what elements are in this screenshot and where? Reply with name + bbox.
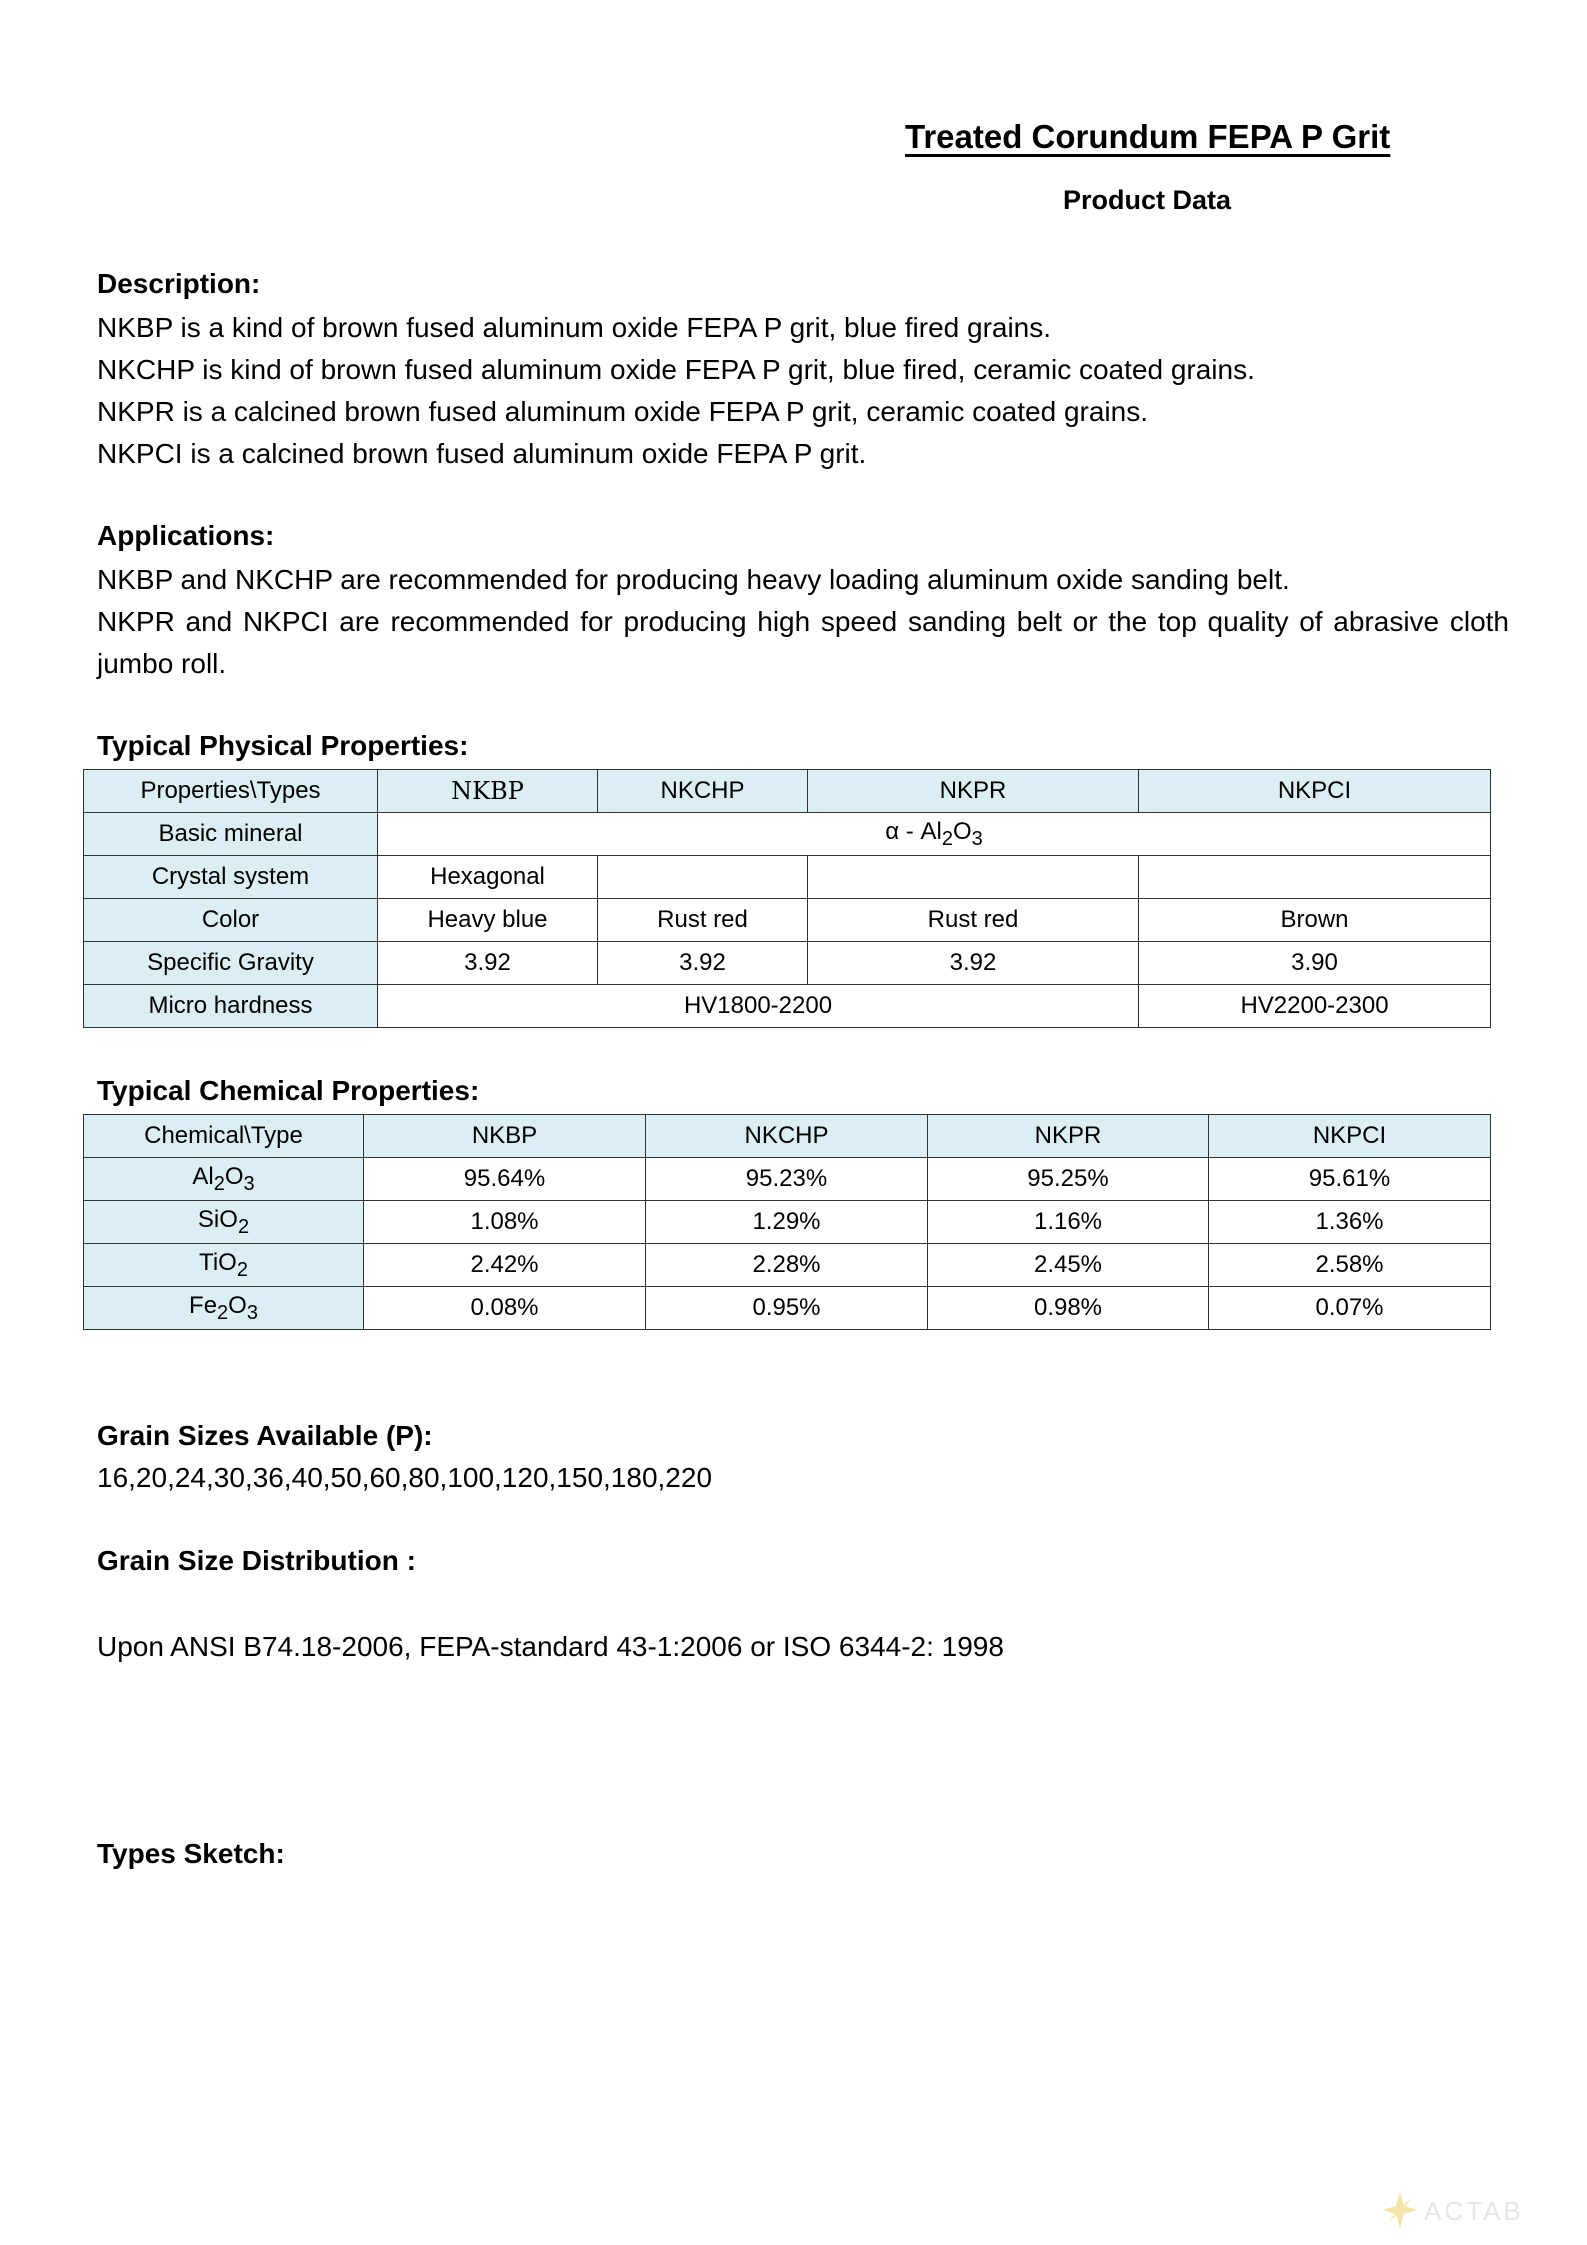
- header-cell: Properties\Types: [84, 770, 378, 813]
- table-cell: 95.61%: [1209, 1158, 1491, 1201]
- row-label: [84, 1201, 364, 1244]
- header-cell: NKBP: [378, 770, 598, 813]
- watermark-logo: [1380, 2190, 1560, 2230]
- table-cell: Rust red: [598, 899, 808, 942]
- formula-subscript: 2: [941, 827, 953, 850]
- table-cell: 2.42%: [364, 1244, 646, 1287]
- applications-line: NKBP and NKCHP are recommended for producing heavy loading aluminum oxide sanding belt.: [97, 564, 1290, 595]
- grain-distribution-heading: Grain Size Distribution :: [97, 1545, 416, 1576]
- row-label: [84, 1244, 364, 1287]
- header-cell: NKPCI: [1209, 1115, 1491, 1158]
- row-label: Basic mineral: [84, 813, 378, 856]
- table-row: [84, 1201, 1491, 1244]
- formula-text: O: [228, 1291, 247, 1319]
- formula-subscript: 2: [217, 1301, 229, 1324]
- table-cell: 2.58%: [1209, 1244, 1491, 1287]
- formula-subscript: 2: [237, 1215, 250, 1238]
- table-cell: 0.98%: [928, 1287, 1209, 1330]
- physical-properties-heading: Typical Physical Properties:: [97, 730, 469, 761]
- table-row: [84, 1287, 1491, 1330]
- formula-subscript: 3: [243, 1172, 255, 1195]
- table-row: [84, 942, 1491, 985]
- formula-text: O: [224, 1162, 244, 1190]
- table-cell: [808, 856, 1139, 899]
- grain-sizes-value: 16,20,24,30,36,40,50,60,80,100,120,150,180,220: [97, 1462, 713, 1493]
- description-line: NKPR is a calcined brown fused aluminum oxide FEPA P grit, ceramic coated grains.: [97, 396, 1148, 427]
- formula-text: SiO: [197, 1205, 238, 1233]
- description-line: NKPCI is a calcined brown fused aluminum oxide FEPA P grit.: [97, 438, 867, 469]
- table-cell: 3.92: [378, 942, 598, 985]
- row-label: Specific Gravity: [84, 942, 378, 985]
- watermark-star-icon: [1380, 2190, 1560, 2230]
- table-cell: [1139, 856, 1491, 899]
- table-cell: 1.08%: [364, 1201, 646, 1244]
- table-cell: Heavy blue: [378, 899, 598, 942]
- formula-text: Fe: [189, 1291, 218, 1319]
- formula-subscript: 3: [246, 1301, 258, 1324]
- basic-mineral-value: [378, 813, 1491, 856]
- table-cell: 1.29%: [646, 1201, 928, 1244]
- row-label: Color: [84, 899, 378, 942]
- table-row: [84, 856, 1491, 899]
- table-cell: 95.64%: [364, 1158, 646, 1201]
- header-cell: NKPCI: [1139, 770, 1491, 813]
- row-label: Crystal system: [84, 856, 378, 899]
- row-label: Micro hardness: [84, 985, 378, 1028]
- header-cell: Chemical\Type: [84, 1115, 364, 1158]
- applications-heading: Applications:: [97, 520, 275, 551]
- table-cell: Hexagonal: [378, 856, 598, 899]
- table-header-row: [84, 770, 1491, 813]
- table-cell: 95.25%: [928, 1158, 1209, 1201]
- table-cell: 3.92: [808, 942, 1139, 985]
- table-cell: Rust red: [808, 899, 1139, 942]
- formula-text: TiO: [199, 1248, 237, 1276]
- formula-subscript: 2: [213, 1172, 225, 1195]
- row-label: [84, 1287, 364, 1330]
- table-row: [84, 899, 1491, 942]
- header-cell: NKCHP: [646, 1115, 928, 1158]
- table-header-row: [84, 1115, 1491, 1158]
- formula-text: O: [952, 817, 972, 845]
- table-cell: 95.23%: [646, 1158, 928, 1201]
- table-cell: 3.90: [1139, 942, 1491, 985]
- chemical-properties-table: [83, 1114, 1491, 1330]
- description-line: NKCHP is kind of brown fused aluminum oxide FEPA P grit, blue fired, ceramic coated grains.: [97, 354, 1255, 385]
- header-cell: NKPR: [928, 1115, 1209, 1158]
- table-cell: [598, 856, 808, 899]
- formula-subscript: 3: [971, 827, 983, 850]
- table-cell: 2.45%: [928, 1244, 1209, 1287]
- header-cell: NKCHP: [598, 770, 808, 813]
- table-row: [84, 985, 1491, 1028]
- table-cell: 1.36%: [1209, 1201, 1491, 1244]
- table-row: [84, 813, 1491, 856]
- description-heading: Description:: [97, 268, 261, 299]
- table-cell: HV1800-2200: [378, 985, 1139, 1028]
- table-cell: 0.95%: [646, 1287, 928, 1330]
- grain-sizes-heading: Grain Sizes Available (P):: [97, 1420, 433, 1451]
- formula-text: Al: [192, 1162, 214, 1190]
- physical-properties-table: [83, 769, 1491, 1028]
- table-cell: 0.07%: [1209, 1287, 1491, 1330]
- formula-subscript: 2: [236, 1258, 248, 1281]
- types-sketch-heading: Types Sketch:: [97, 1838, 285, 1869]
- row-label: [84, 1158, 364, 1201]
- table-cell: Brown: [1139, 899, 1491, 942]
- table-cell: 2.28%: [646, 1244, 928, 1287]
- page-subtitle: Product Data: [1063, 185, 1232, 215]
- header-cell: NKBP: [364, 1115, 646, 1158]
- table-row: [84, 1158, 1491, 1201]
- table-cell: 0.08%: [364, 1287, 646, 1330]
- chemical-properties-heading: Typical Chemical Properties:: [97, 1075, 480, 1106]
- page-title: Treated Corundum FEPA P Grit: [905, 118, 1391, 155]
- table-cell: 1.16%: [928, 1201, 1209, 1244]
- applications-line: NKPR and NKPCI are recommended for producing high speed sanding belt or the top quality of abrasive cloth jumbo roll.: [97, 606, 1509, 679]
- watermark-text: ACTAB: [1424, 2196, 1524, 2226]
- table-cell: 3.92: [598, 942, 808, 985]
- table-cell: HV2200-2300: [1139, 985, 1491, 1028]
- grain-distribution-value: Upon ANSI B74.18-2006, FEPA-standard 43-1:2006 or ISO 6344-2: 1998: [97, 1631, 1004, 1662]
- formula-text: α - Al: [885, 817, 942, 845]
- description-line: NKBP is a kind of brown fused aluminum oxide FEPA P grit, blue fired grains.: [97, 312, 1052, 343]
- table-row: [84, 1244, 1491, 1287]
- header-cell: NKPR: [808, 770, 1139, 813]
